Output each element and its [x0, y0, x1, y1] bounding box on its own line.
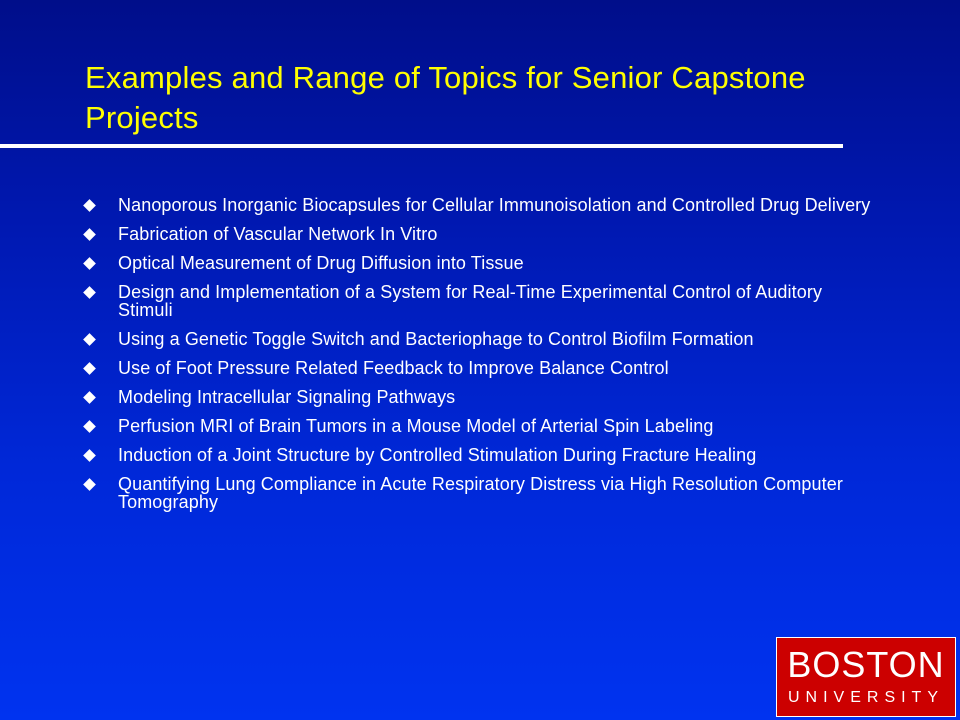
list-item-text: Induction of a Joint Structure by Controlled Stimulation During Fracture Healing	[118, 445, 757, 465]
list-item	[84, 254, 874, 272]
list-item	[84, 475, 874, 511]
list-item	[84, 388, 874, 406]
diamond-bullet-icon	[83, 478, 96, 491]
diamond-bullet-icon	[83, 286, 96, 299]
list-item-text: Nanoporous Inorganic Biocapsules for Cellular Immunoisolation and Controlled Drug Delivery	[118, 195, 871, 215]
list-item-text: Using a Genetic Toggle Switch and Bacteriophage to Control Biofilm Formation	[118, 329, 754, 349]
list-item-text: Modeling Intracellular Signaling Pathways	[118, 387, 456, 407]
list-item	[84, 446, 874, 464]
slide-title: Examples and Range of Topics for Senior Capstone Projects	[85, 60, 806, 135]
list-item	[84, 417, 874, 435]
list-item-text: Design and Implementation of a System for Real-Time Experimental Control of Auditory Stimuli	[118, 282, 823, 320]
logo-line-university: UNIVERSITY	[787, 689, 944, 706]
diamond-bullet-icon	[83, 257, 96, 270]
list-item	[84, 330, 874, 348]
diamond-bullet-icon	[83, 199, 96, 212]
diamond-bullet-icon	[83, 362, 96, 375]
diamond-bullet-icon	[83, 420, 96, 433]
list-item	[84, 225, 874, 243]
list-item	[84, 196, 874, 214]
list-item-text: Use of Foot Pressure Related Feedback to Improve Balance Control	[118, 358, 669, 378]
diamond-bullet-icon	[83, 391, 96, 404]
title-divider	[0, 144, 843, 148]
topic-list	[84, 196, 874, 522]
boston-university-logo	[776, 637, 956, 717]
list-item	[84, 283, 874, 319]
logo-line-boston: BOSTON	[787, 644, 945, 685]
diamond-bullet-icon	[83, 228, 96, 241]
diamond-bullet-icon	[83, 449, 96, 462]
list-item	[84, 359, 874, 377]
diamond-bullet-icon	[83, 333, 96, 346]
list-item-text: Optical Measurement of Drug Diffusion into Tissue	[118, 253, 524, 273]
list-item-text: Quantifying Lung Compliance in Acute Respiratory Distress via High Resolution Computer Tomography	[118, 474, 843, 512]
list-item-text: Perfusion MRI of Brain Tumors in a Mouse Model of Arterial Spin Labeling	[118, 416, 714, 436]
list-item-text: Fabrication of Vascular Network In Vitro	[118, 224, 438, 244]
